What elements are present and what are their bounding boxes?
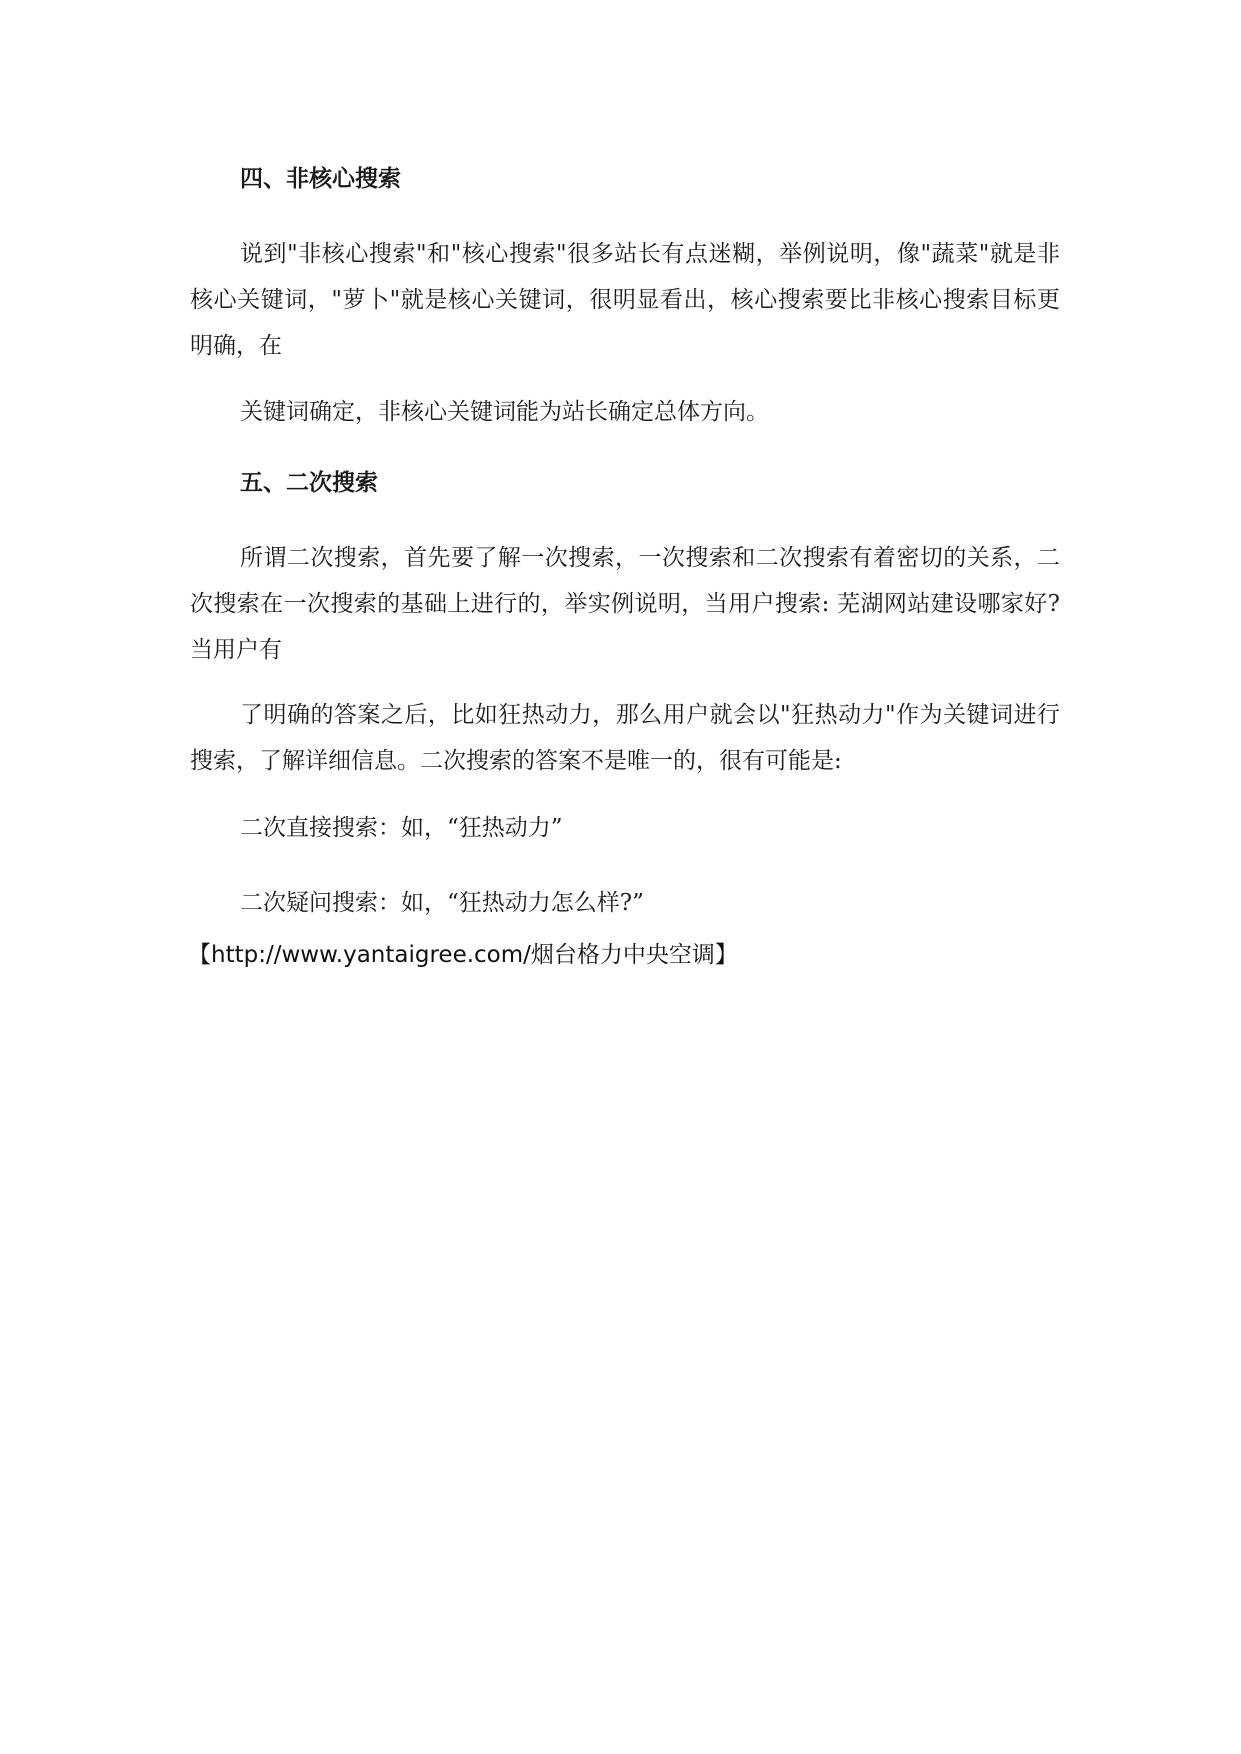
paragraph-direct-search: 二次直接搜索：如，“狂热动力” bbox=[240, 815, 563, 841]
section-heading-5: 五、二次搜索 bbox=[240, 470, 378, 496]
paragraph-secondary-search: 所谓二次搜索，首先要了解一次搜索，一次搜索和二次搜索有着密切的关系，二次搜索在一次搜索的基础上进行的，举实例说明，当用户搜索: 芜湖网站建设哪家好?当用户有 bbox=[190, 545, 1060, 663]
paragraph-question-search: 二次疑问搜索：如，“狂热动力怎么样?” bbox=[240, 890, 644, 916]
paragraph-keyword-direction: 关键词确定，非核心关键词能为站长确定总体方向。 bbox=[240, 399, 769, 425]
paragraph-non-core-search: 说到"非核心搜索"和"核心搜索"很多站长有点迷糊，举例说明，像"蔬菜"就是非核心关键词，"萝卜"就是核心关键词，很明显看出，核心搜索要比非核心搜索目标更明确，在 bbox=[190, 241, 1060, 359]
footer-site-link[interactable]: 【http://www.yantaigree.com/烟台格力中央空调】 bbox=[188, 942, 738, 968]
paragraph-answer-example: 了明确的答案之后，比如狂热动力，那么用户就会以"狂热动力"作为关键词进行搜索，了解详细信息。二次搜索的答案不是唯一的，很有可能是: bbox=[190, 702, 1060, 774]
section-heading-4: 四、非核心搜索 bbox=[240, 166, 401, 192]
